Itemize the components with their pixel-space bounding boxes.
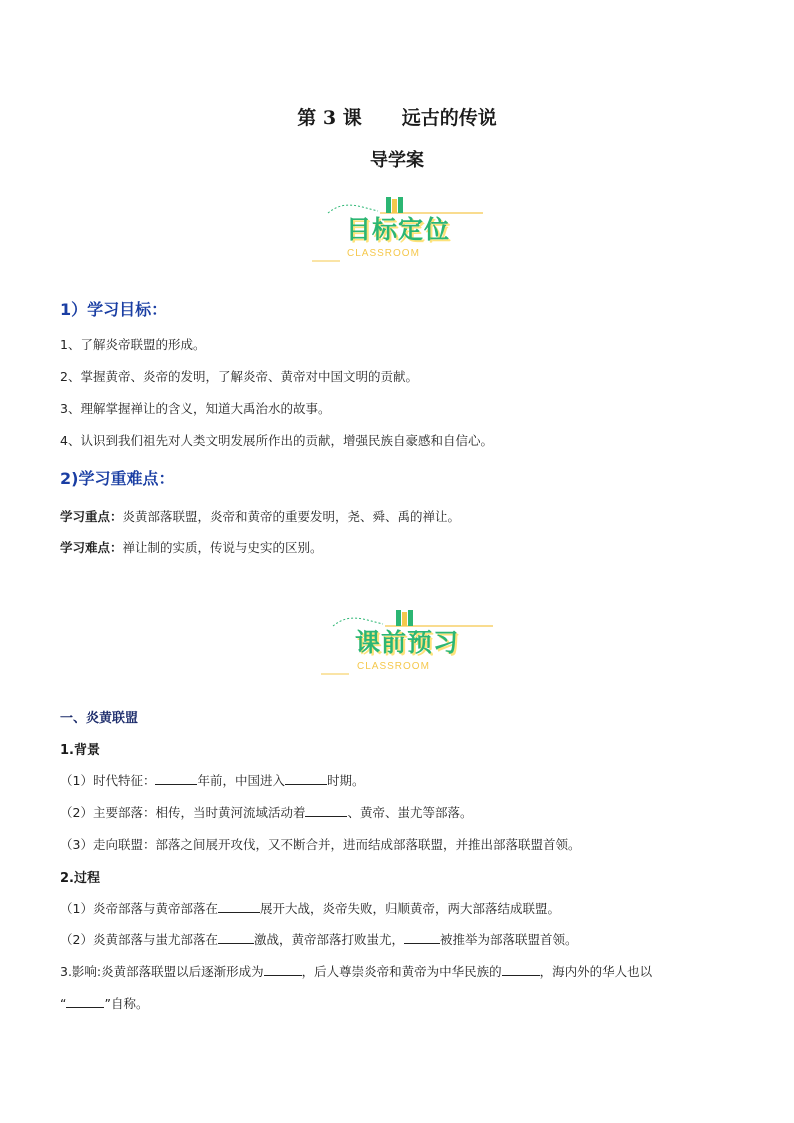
- fill-blank[interactable]: [264, 963, 302, 976]
- fill-blank[interactable]: [285, 772, 327, 785]
- banner-preview-text: 课前预习: [355, 628, 460, 657]
- objective-item-3: 3、理解掌握禅让的含义，知道大禹治水的故事。: [60, 401, 331, 416]
- keypoint-difficulty-label: 学习难点：: [60, 540, 123, 555]
- keypoint-difficulty: [60, 538, 323, 556]
- text-segment: 年前，中国进入: [197, 773, 285, 788]
- text-segment: （1）炎帝部落与黄帝部落在: [60, 901, 218, 916]
- background-item-2: [60, 803, 472, 821]
- text-segment: ，后人尊崇炎帝和黄帝为中华民族的: [301, 964, 502, 979]
- banner-goals-sub: CLASSROOM: [347, 248, 420, 259]
- text-segment: ，海内外的华人也以: [539, 964, 653, 979]
- banner-preview-sub: CLASSROOM: [357, 661, 430, 672]
- background-item-3: （3）走向联盟：部落之间展开攻伐，又不断合并，进而结成部落联盟，并推出部落联盟首领。: [60, 837, 581, 852]
- banner-preview: [305, 598, 505, 688]
- fill-blank[interactable]: [66, 995, 104, 1008]
- section-title: 一、炎黄联盟: [60, 711, 139, 726]
- fill-blank[interactable]: [218, 931, 254, 944]
- fill-blank[interactable]: [305, 804, 347, 817]
- keypoint-difficulty-text: 禅让制的实质，传说与史实的区别。: [122, 540, 323, 555]
- text-segment: ”自称。: [104, 996, 149, 1011]
- fill-blank[interactable]: [218, 900, 260, 913]
- impact-line: [60, 962, 652, 980]
- objective-item-1: 1、了解炎帝联盟的形成。: [60, 337, 206, 352]
- keypoint-focus-label: 学习重点：: [60, 509, 123, 524]
- text-segment: 激战，黄帝部落打败蚩尤，: [253, 932, 404, 947]
- text-segment: 时期。: [326, 773, 365, 788]
- document-subtitle: 导学案: [370, 150, 424, 171]
- keypoint-focus: [60, 507, 460, 525]
- background-title: 1.背景: [60, 743, 100, 758]
- text-segment: 展开大战，炎帝失败，归顺黄帝，两大部落结成联盟。: [259, 901, 560, 916]
- banner-goals-text: 目标定位: [346, 215, 451, 244]
- keypoint-focus-text: 炎黄部落联盟，炎帝和黄帝的重要发明，尧、舜、禹的禅让。: [122, 509, 461, 524]
- text-segment: （1）时代特征：: [60, 773, 156, 788]
- process-item-1: [60, 899, 560, 917]
- text-segment: “: [60, 996, 67, 1011]
- lesson-number: 第 3 课: [297, 107, 362, 129]
- objective-item-2: 2、掌握黄帝、炎帝的发明，了解炎帝、黄帝对中国文明的贡献。: [60, 369, 418, 384]
- objectives-heading: 1）学习目标：: [60, 300, 168, 319]
- process-title: 2.过程: [60, 871, 100, 886]
- lesson-title: [0, 103, 794, 130]
- text-segment: （2）炎黄部落与蚩尤部落在: [60, 932, 218, 947]
- background-item-1: [60, 771, 365, 789]
- impact-line-2: [60, 994, 148, 1012]
- banner-goals: [300, 185, 500, 275]
- process-item-2: [60, 930, 578, 948]
- keypoints-heading: 2)学习重难点：: [60, 469, 175, 488]
- objective-item-4: 4、认识到我们祖先对人类文明发展所作出的贡献，增强民族自豪感和自信心。: [60, 433, 493, 448]
- lesson-name: 远古的传说: [401, 107, 497, 129]
- text-segment: 被推举为部落联盟首领。: [439, 932, 578, 947]
- fill-blank[interactable]: [502, 963, 540, 976]
- text-segment: 3.影响:炎黄部落联盟以后逐渐形成为: [60, 964, 264, 979]
- fill-blank[interactable]: [155, 772, 197, 785]
- text-segment: 、黄帝、蚩尤等部落。: [347, 805, 473, 820]
- fill-blank[interactable]: [404, 931, 440, 944]
- text-segment: （2）主要部落：相传，当时黄河流域活动着: [60, 805, 306, 820]
